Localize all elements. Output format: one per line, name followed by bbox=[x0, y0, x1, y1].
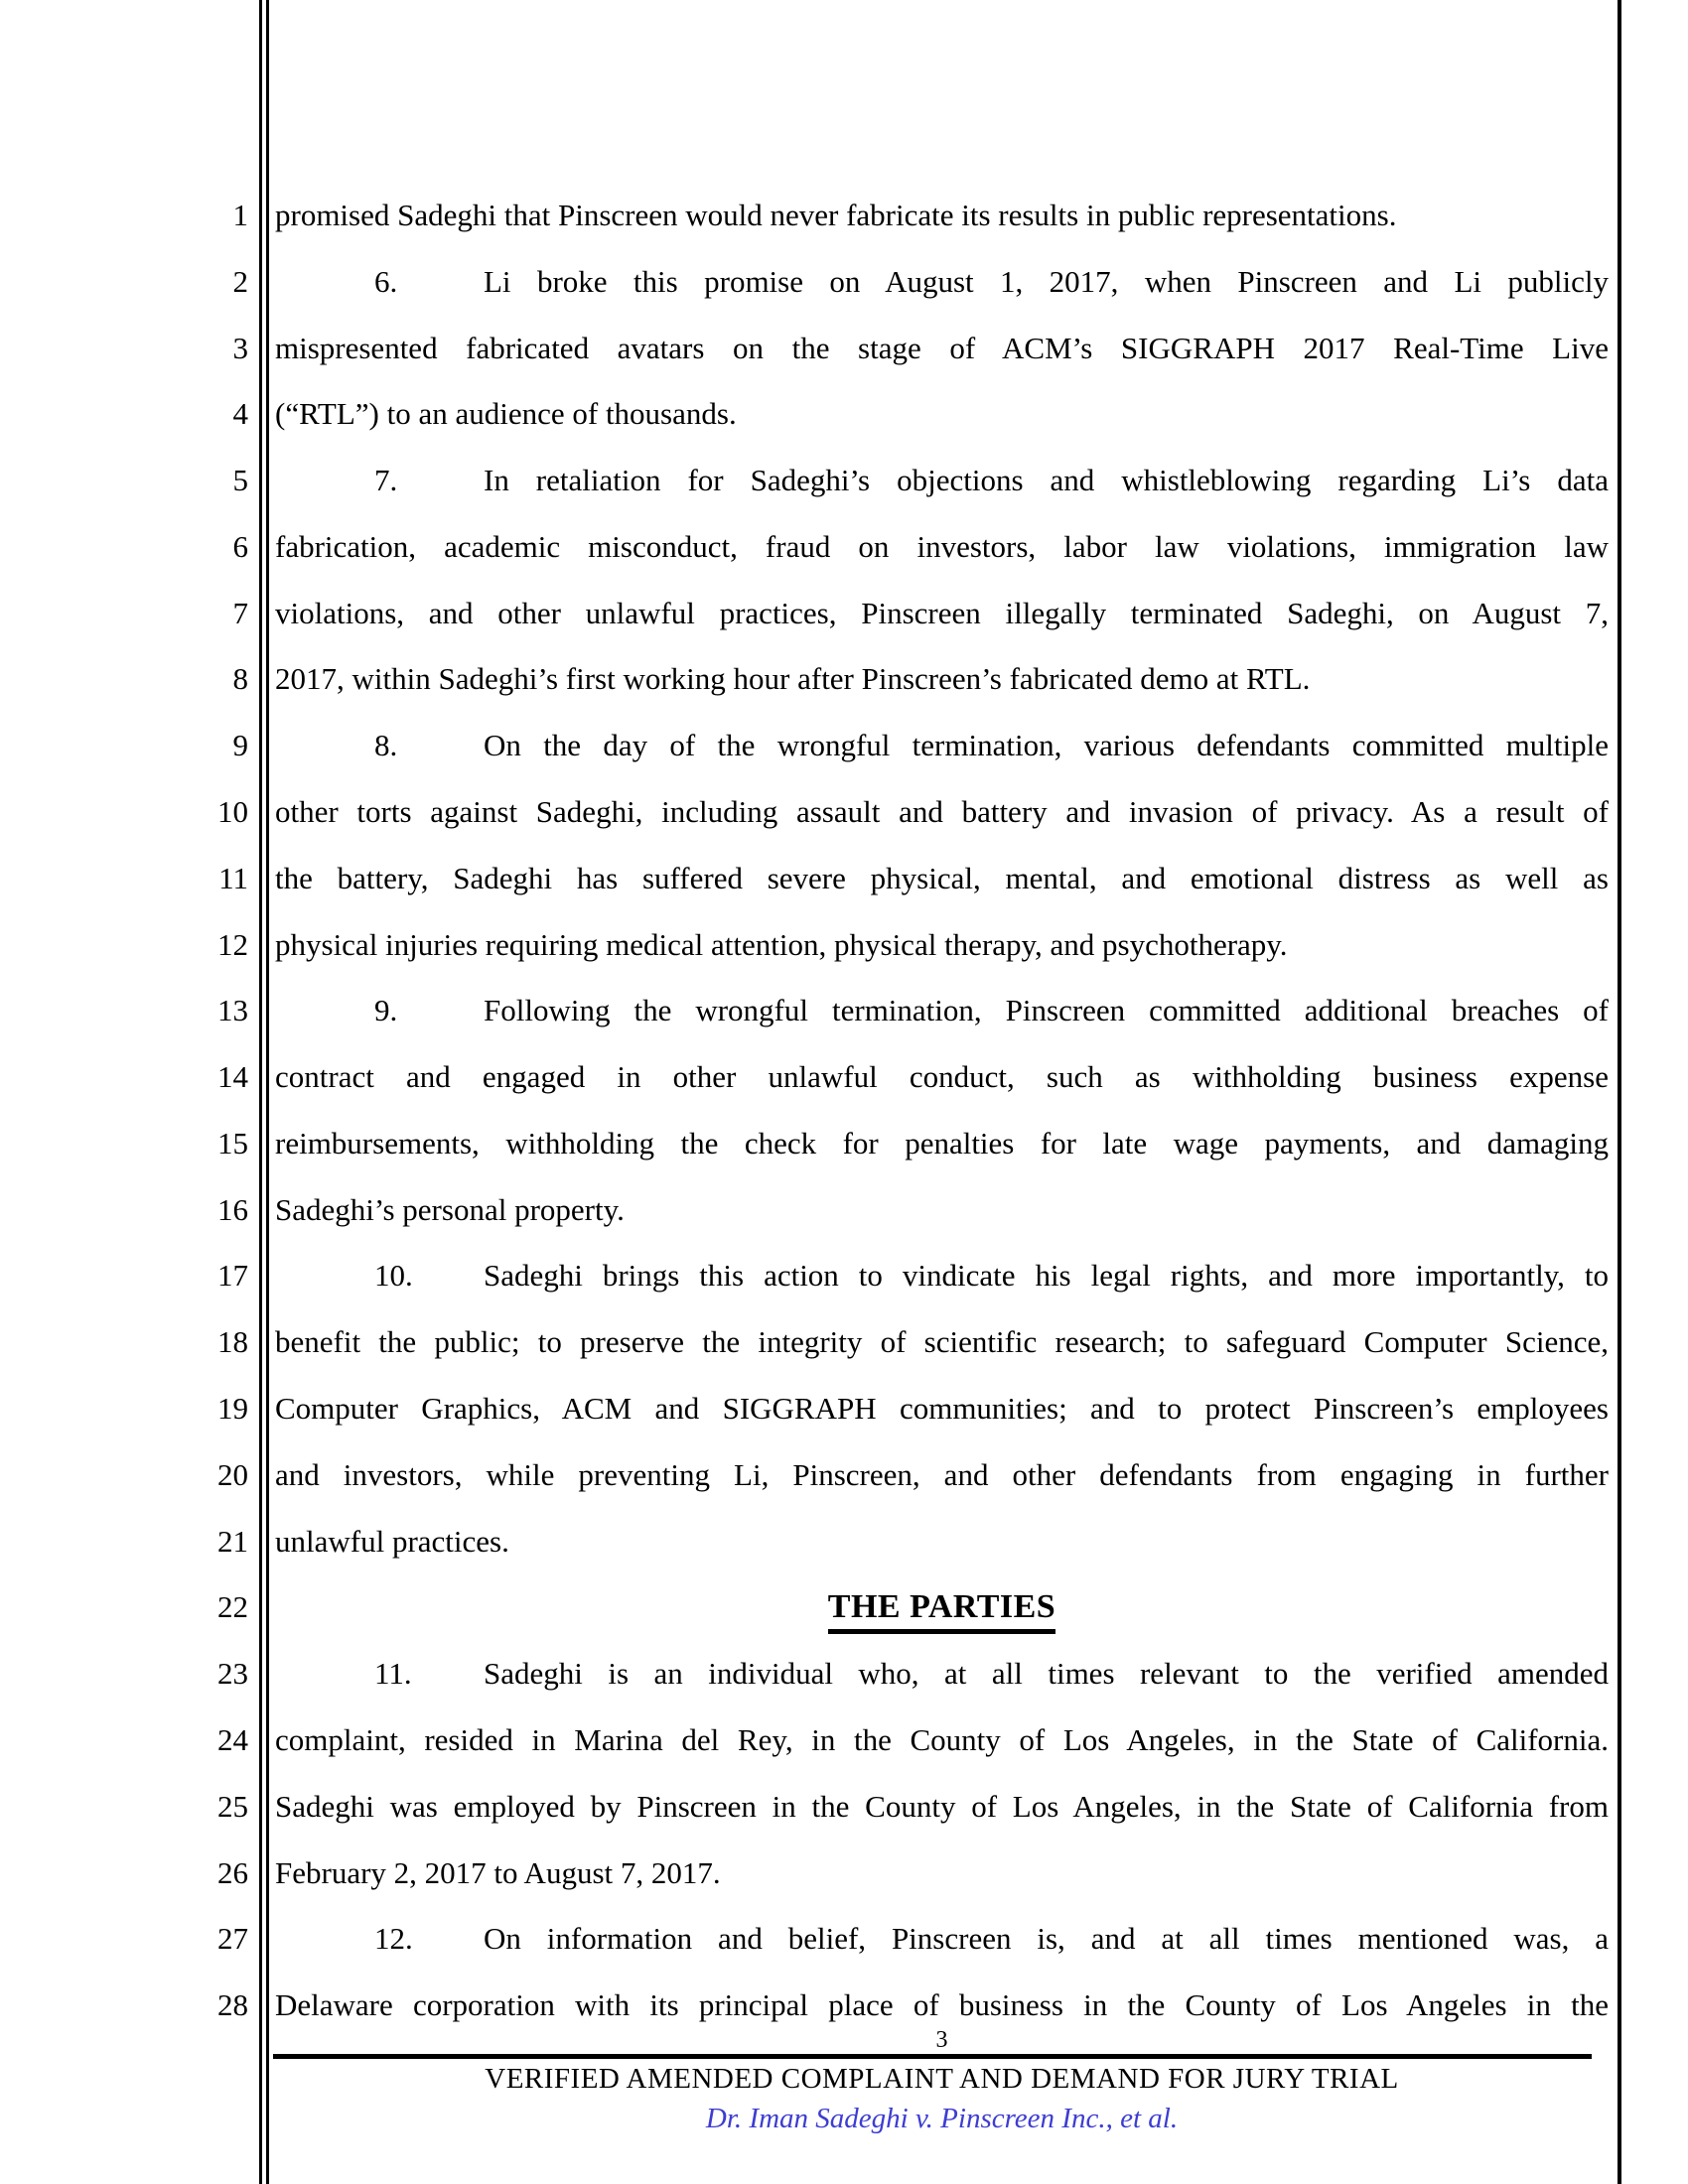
line-number-24: 24 bbox=[217, 1722, 248, 1757]
body-line-17: 10. Sadeghi brings this action to vindicate his legal rights, and more importantly, to bbox=[275, 1243, 1609, 1308]
line-number-19: 19 bbox=[217, 1391, 248, 1426]
body-line-19: Computer Graphics, ACM and SIGGRAPH communities; and to protect Pinscreen’s employees bbox=[275, 1391, 1609, 1426]
line-number-7: 7 bbox=[232, 596, 248, 630]
body-line-6: fabrication, academic misconduct, fraud on investors, labor law violations, immigration law bbox=[275, 529, 1609, 564]
body-line-7: violations, and other unlawful practices, Pinscreen illegally terminated Sadeghi, on August 7, bbox=[275, 596, 1609, 630]
left-double-rule-inner bbox=[266, 0, 269, 2184]
line-number-17: 17 bbox=[217, 1258, 248, 1293]
document-title: VERIFIED AMENDED COMPLAINT AND DEMAND FOR JURY TRIAL bbox=[485, 2063, 1399, 2095]
line-number-18: 18 bbox=[217, 1324, 248, 1359]
body-line-3: mispresented fabricated avatars on the stage of ACM’s SIGGRAPH 2017 Real-Time Live bbox=[275, 331, 1609, 365]
page-number: 3 bbox=[935, 2027, 948, 2053]
body-line-8: 2017, within Sadeghi’s first working hour after Pinscreen’s fabricated demo at RTL. bbox=[275, 661, 1311, 696]
line-number-23: 23 bbox=[217, 1656, 248, 1691]
body-line-24: complaint, resided in Marina del Rey, in the County of Los Angeles, in the State of California. bbox=[275, 1722, 1609, 1757]
paragraph-number: 10. bbox=[374, 1258, 413, 1293]
section-heading bbox=[275, 1574, 1609, 1640]
body-line-13: 9. Following the wrongful termination, Pinscreen committed additional breaches of bbox=[275, 978, 1609, 1043]
line-number-8: 8 bbox=[232, 661, 248, 696]
line-number-21: 21 bbox=[217, 1524, 248, 1559]
body-line-25: Sadeghi was employed by Pinscreen in the County of Los Angeles, in the State of California from bbox=[275, 1789, 1609, 1824]
body-line-9: 8. On the day of the wrongful termination, various defendants committed multiple bbox=[275, 713, 1609, 778]
left-double-rule-outer bbox=[259, 0, 262, 2184]
line-number-6: 6 bbox=[232, 529, 248, 564]
section-heading-text: THE PARTIES bbox=[828, 1588, 1055, 1634]
line-number-1: 1 bbox=[232, 198, 248, 232]
line-number-25: 25 bbox=[217, 1789, 248, 1824]
body-line-27: 12. On information and belief, Pinscreen is, and at all times mentioned was, a bbox=[275, 1906, 1609, 1972]
body-line-18: benefit the public; to preserve the integrity of scientific research; to safeguard Computer Science, bbox=[275, 1324, 1609, 1359]
line-number-27: 27 bbox=[217, 1921, 248, 1956]
line-number-2: 2 bbox=[232, 264, 248, 299]
right-rule bbox=[1618, 0, 1621, 2184]
line-number-11: 11 bbox=[218, 861, 248, 895]
body-line-10: other torts against Sadeghi, including assault and battery and invasion of privacy. As a result of bbox=[275, 794, 1609, 829]
body-line-15: reimbursements, withholding the check for penalties for late wage payments, and damaging bbox=[275, 1126, 1609, 1160]
body-line-20: and investors, while preventing Li, Pinscreen, and other defendants from engaging in further bbox=[275, 1457, 1609, 1492]
line-number-13: 13 bbox=[217, 993, 248, 1027]
paragraph-number: 8. bbox=[374, 728, 398, 762]
body-line-5: 7. In retaliation for Sadeghi’s objections and whistleblowing regarding Li’s data bbox=[275, 448, 1609, 513]
body-line-21: unlawful practices. bbox=[275, 1524, 509, 1559]
body-line-28: Delaware corporation with its principal place of business in the County of Los Angeles in the bbox=[275, 1987, 1609, 2022]
line-number-28: 28 bbox=[217, 1987, 248, 2022]
line-number-4: 4 bbox=[232, 396, 248, 431]
line-number-26: 26 bbox=[217, 1855, 248, 1890]
paragraph-number: 12. bbox=[374, 1921, 413, 1956]
paragraph-number: 7. bbox=[374, 463, 398, 497]
line-number-3: 3 bbox=[232, 331, 248, 365]
line-number-22: 22 bbox=[217, 1589, 248, 1624]
body-line-12: physical injuries requiring medical attention, physical therapy, and psychotherapy. bbox=[275, 927, 1288, 962]
body-line-11: the battery, Sadeghi has suffered severe physical, mental, and emotional distress as well as bbox=[275, 861, 1609, 895]
body-line-1: promised Sadeghi that Pinscreen would never fabricate its results in public representations. bbox=[275, 198, 1397, 232]
line-number-14: 14 bbox=[217, 1059, 248, 1094]
body-line-16: Sadeghi’s personal property. bbox=[275, 1192, 625, 1227]
body-line-4: (“RTL”) to an audience of thousands. bbox=[275, 396, 737, 431]
line-number-12: 12 bbox=[217, 927, 248, 962]
line-number-16: 16 bbox=[217, 1192, 248, 1227]
line-number-9: 9 bbox=[232, 728, 248, 762]
line-number-20: 20 bbox=[217, 1457, 248, 1492]
line-number-10: 10 bbox=[217, 794, 248, 829]
footer-rule bbox=[273, 2054, 1592, 2059]
line-number-5: 5 bbox=[232, 463, 248, 497]
body-line-23: 11. Sadeghi is an individual who, at all times relevant to the verified amended bbox=[275, 1641, 1609, 1706]
case-name: Dr. Iman Sadeghi v. Pinscreen Inc., et al. bbox=[705, 2103, 1179, 2134]
line-number-15: 15 bbox=[217, 1126, 248, 1160]
paragraph-number: 9. bbox=[374, 993, 398, 1027]
paragraph-number: 11. bbox=[374, 1656, 412, 1691]
body-line-2: 6. Li broke this promise on August 1, 2017, when Pinscreen and Li publicly bbox=[275, 249, 1609, 315]
paragraph-number: 6. bbox=[374, 264, 398, 299]
body-line-26: February 2, 2017 to August 7, 2017. bbox=[275, 1855, 721, 1890]
body-line-14: contract and engaged in other unlawful conduct, such as withholding business expense bbox=[275, 1059, 1609, 1094]
